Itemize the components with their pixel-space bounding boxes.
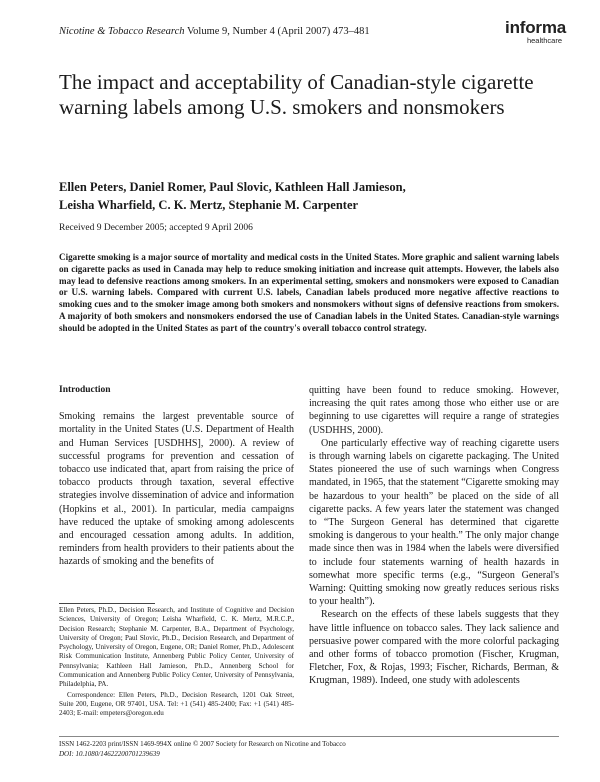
left-column [59, 384, 294, 569]
article-title: The impact and acceptability of Canadian-style cigarette warning labels among U.S. smokers and nonsmokers [59, 70, 534, 119]
authors-line-1: Ellen Peters, Daniel Romer, Paul Slovic, Kathleen Hall Jamieson, [59, 180, 406, 194]
author-list [59, 178, 559, 214]
affiliation-text: Ellen Peters, Ph.D., Decision Research, and Institute of Cognitive and Decision Sciences, University of Oregon; Leisha Wharfield, C. K. Mertz, M.R.C.P., Decision Research; Stephanie M. Carpenter, B.A., Department of Psychology, University of Oregon; Paul Slovic, Ph.D., Decision Research, and Department of Psychology, University of Oregon, Eugene, OR; Daniel Romer, Ph.D., Adolescent Risk Communication Institute, Annenberg Public Policy Center, University of Pennsylvania; Kathleen Hall Jamieson, Ph.D., Annenberg School for Communication and Annenberg Public Policy Center, University of Pennsylvania, Philadelphia, PA. [59, 606, 294, 689]
right-column [309, 384, 559, 688]
section-heading: Introduction [59, 385, 111, 395]
publisher-logo-subtext: healthcare [526, 36, 562, 45]
received-dates: Received 9 December 2005; accepted 9 April 2006 [59, 223, 253, 233]
correspondence-text: Correspondence: Ellen Peters, Ph.D., Decision Research, 1201 Oak Street, Suite 200, Eugene, OR 97401, USA. Tel: +1 (541) 485-2400; Fax: +1 (541) 485-2403; E-mail: empeters@oregon.edu [59, 690, 294, 718]
body-paragraph: quitting have been found to reduce smoking. However, increasing the quit rates among those who either use or are beginning to use cigarettes will require a range of strategies (USDHHS, 2000). [309, 385, 559, 436]
abstract: Cigarette smoking is a major source of mortality and medical costs in the United States. More graphic and salient warning labels on cigarette packs as used in Canada may help to reduce smoking initiation and increase quit attempts. However, the labels also may lead to defensive reactions among smokers. In an experimental setting, smokers and nonsmokers were exposed to Canadian or U.S. warning labels. Compared with current U.S. labels, Canadian labels produced more negative affective reactions to smoking cues and to the smoker image among both smokers and nonsmokers without signs of defensive reactions from smokers. A majority of both smokers and nonsmokers endorsed the use of Canadian labels in the United States. Canadian-style warnings should be adopted in the United States as part of the country's overall tobacco control strategy. [59, 252, 559, 333]
doi-text: DOI: 10.1080/14622200701239639 [59, 749, 160, 758]
page-footer [59, 740, 346, 759]
publisher-logo-text: informa [505, 18, 566, 37]
journal-name: Nicotine & Tobacco Research [59, 26, 185, 37]
footnote-divider [59, 603, 155, 604]
body-paragraph: Research on the effects of these labels suggests that they have little influence on tobacco sales. They lack salience and persuasive power compared with the more colorful packaging and other forms of tobacco promotion (Fischer, Krugman, Fletcher, Fox, & Rojas, 1993; Fischer, Richards, Berman, & Krugman, 1989). Indeed, one study with adolescents [309, 609, 559, 687]
author-affiliations [59, 606, 294, 719]
authors-line-2: Leisha Wharfield, C. K. Mertz, Stephanie M. Carpenter [59, 198, 359, 212]
journal-citation [59, 26, 370, 37]
footer-divider [59, 736, 559, 737]
body-paragraph: One particularly effective way of reaching cigarette users is through warning labels on cigarette packaging. The United States pioneered the use of such warnings when Congress mandated, in 1965, that the statement “Cigarette smoking may be hazardous to your health” be placed on the side of all cigarette packs. A few years later the statement was changed to “The Surgeon General has determined that cigarette smoking is dangerous to your health.” The only major change made since then was in 1984 when the labels were diversified to include four statements warning of health hazards in somewhat more specific terms (e.g., “Surgeon General's Warning: Quitting smoking now greatly reduces serious risks to your health”). [309, 437, 559, 608]
volume-info: Volume 9, Number 4 (April 2007) 473–481 [186, 26, 370, 37]
publisher-logo [476, 19, 566, 45]
issn-line: ISSN 1462-2203 print/ISSN 1469-994X online © 2007 Society for Research on Nicotine and Tobacco [59, 740, 346, 748]
body-paragraph: Smoking remains the largest preventable source of mortality in the United States (U.S. Department of Health and Human Services [USDHHS], 2000). A review of successful programs for prevention and cessation of tobacco use indicated that, apart from raising the price of tobacco products through taxation, several effective strategies involve dissemination of advice and information (Hopkins et al., 2001). In particular, media campaigns have reduced the uptake of smoking among adolescents and encouraged cessation among adults. In addition, reminders from health providers to their patients about the hazards of smoking and the benefits of [59, 411, 294, 568]
doi-line [59, 750, 346, 760]
